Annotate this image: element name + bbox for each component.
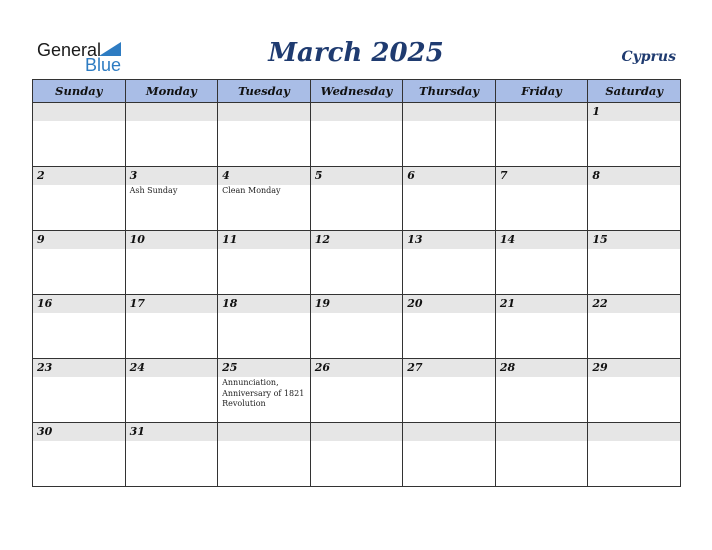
day-number: 15 [588, 231, 680, 249]
day-number: 12 [311, 231, 403, 249]
day-number [311, 423, 403, 441]
day-cell[interactable] [33, 423, 126, 487]
day-number [403, 423, 495, 441]
day-number: 25 [218, 359, 310, 377]
day-cell[interactable] [588, 167, 681, 231]
day-cell[interactable] [218, 167, 311, 231]
day-number: 1 [588, 103, 680, 121]
week-row [33, 167, 681, 231]
empty-day-cell [403, 423, 496, 487]
day-cell[interactable] [588, 295, 681, 359]
day-number: 4 [218, 167, 310, 185]
day-number: 6 [403, 167, 495, 185]
day-number: 30 [33, 423, 125, 441]
day-cell[interactable] [495, 295, 588, 359]
empty-day-cell [310, 103, 403, 167]
day-cell[interactable] [310, 167, 403, 231]
empty-day-cell [33, 103, 126, 167]
empty-day-cell [495, 423, 588, 487]
day-cell[interactable] [403, 359, 496, 423]
weekday-header: Tuesday [218, 80, 311, 103]
day-cell[interactable] [33, 295, 126, 359]
day-number [33, 103, 125, 121]
day-cell[interactable] [310, 359, 403, 423]
day-number [218, 423, 310, 441]
day-number: 26 [311, 359, 403, 377]
empty-day-cell [495, 103, 588, 167]
week-row [33, 231, 681, 295]
day-cell[interactable] [310, 295, 403, 359]
day-cell[interactable] [125, 167, 218, 231]
day-number: 27 [403, 359, 495, 377]
day-cell[interactable] [33, 359, 126, 423]
day-number [496, 103, 588, 121]
day-cell[interactable] [310, 231, 403, 295]
day-number [496, 423, 588, 441]
day-number: 28 [496, 359, 588, 377]
day-cell[interactable] [403, 295, 496, 359]
holiday-label: Annunciation, Anniversary of 1821 Revolution [222, 378, 305, 408]
weekday-header: Friday [495, 80, 588, 103]
day-number: 24 [126, 359, 218, 377]
weekday-header-row [33, 80, 681, 103]
day-cell[interactable] [588, 103, 681, 167]
day-number: 5 [311, 167, 403, 185]
weekday-header: Saturday [588, 80, 681, 103]
day-number: 10 [126, 231, 218, 249]
day-cell[interactable] [588, 359, 681, 423]
day-number: 17 [126, 295, 218, 313]
calendar-title: March 2025 [268, 38, 444, 68]
week-row [33, 103, 681, 167]
country-label: Cyprus [621, 49, 676, 65]
day-number [126, 103, 218, 121]
empty-day-cell [588, 423, 681, 487]
day-number: 3 [126, 167, 218, 185]
day-number: 21 [496, 295, 588, 313]
day-number: 11 [218, 231, 310, 249]
day-number: 7 [496, 167, 588, 185]
holiday-label: Clean Monday [222, 186, 281, 195]
calendar-grid [32, 79, 681, 487]
day-cell[interactable] [218, 231, 311, 295]
logo-text-general: General [37, 40, 102, 60]
day-number: 13 [403, 231, 495, 249]
weekday-header: Thursday [403, 80, 496, 103]
weekday-header: Sunday [33, 80, 126, 103]
empty-day-cell [218, 423, 311, 487]
day-cell[interactable] [495, 231, 588, 295]
day-cell[interactable] [403, 231, 496, 295]
day-number [403, 103, 495, 121]
week-row [33, 295, 681, 359]
day-cell[interactable] [125, 295, 218, 359]
logo-text-blue: Blue [85, 55, 122, 75]
empty-day-cell [218, 103, 311, 167]
day-number: 23 [33, 359, 125, 377]
day-cell[interactable] [125, 359, 218, 423]
day-cell[interactable] [125, 423, 218, 487]
weekday-header: Monday [125, 80, 218, 103]
day-number [588, 423, 680, 441]
day-number: 29 [588, 359, 680, 377]
day-number: 22 [588, 295, 680, 313]
day-number: 31 [126, 423, 218, 441]
day-cell[interactable] [125, 231, 218, 295]
day-number: 8 [588, 167, 680, 185]
day-cell[interactable] [495, 167, 588, 231]
day-cell[interactable] [218, 359, 311, 423]
empty-day-cell [310, 423, 403, 487]
day-number: 9 [33, 231, 125, 249]
day-number: 2 [33, 167, 125, 185]
empty-day-cell [125, 103, 218, 167]
week-row [33, 423, 681, 487]
day-cell[interactable] [588, 231, 681, 295]
day-cell[interactable] [403, 167, 496, 231]
weekday-header: Wednesday [310, 80, 403, 103]
day-cell[interactable] [33, 167, 126, 231]
day-number: 18 [218, 295, 310, 313]
day-number: 16 [33, 295, 125, 313]
day-cell[interactable] [495, 359, 588, 423]
day-number [218, 103, 310, 121]
day-cell[interactable] [33, 231, 126, 295]
day-number: 20 [403, 295, 495, 313]
week-row [33, 359, 681, 423]
holiday-label: Ash Sunday [129, 186, 178, 195]
empty-day-cell [403, 103, 496, 167]
day-number [311, 103, 403, 121]
day-number: 19 [311, 295, 403, 313]
day-cell[interactable] [218, 295, 311, 359]
day-number: 14 [496, 231, 588, 249]
